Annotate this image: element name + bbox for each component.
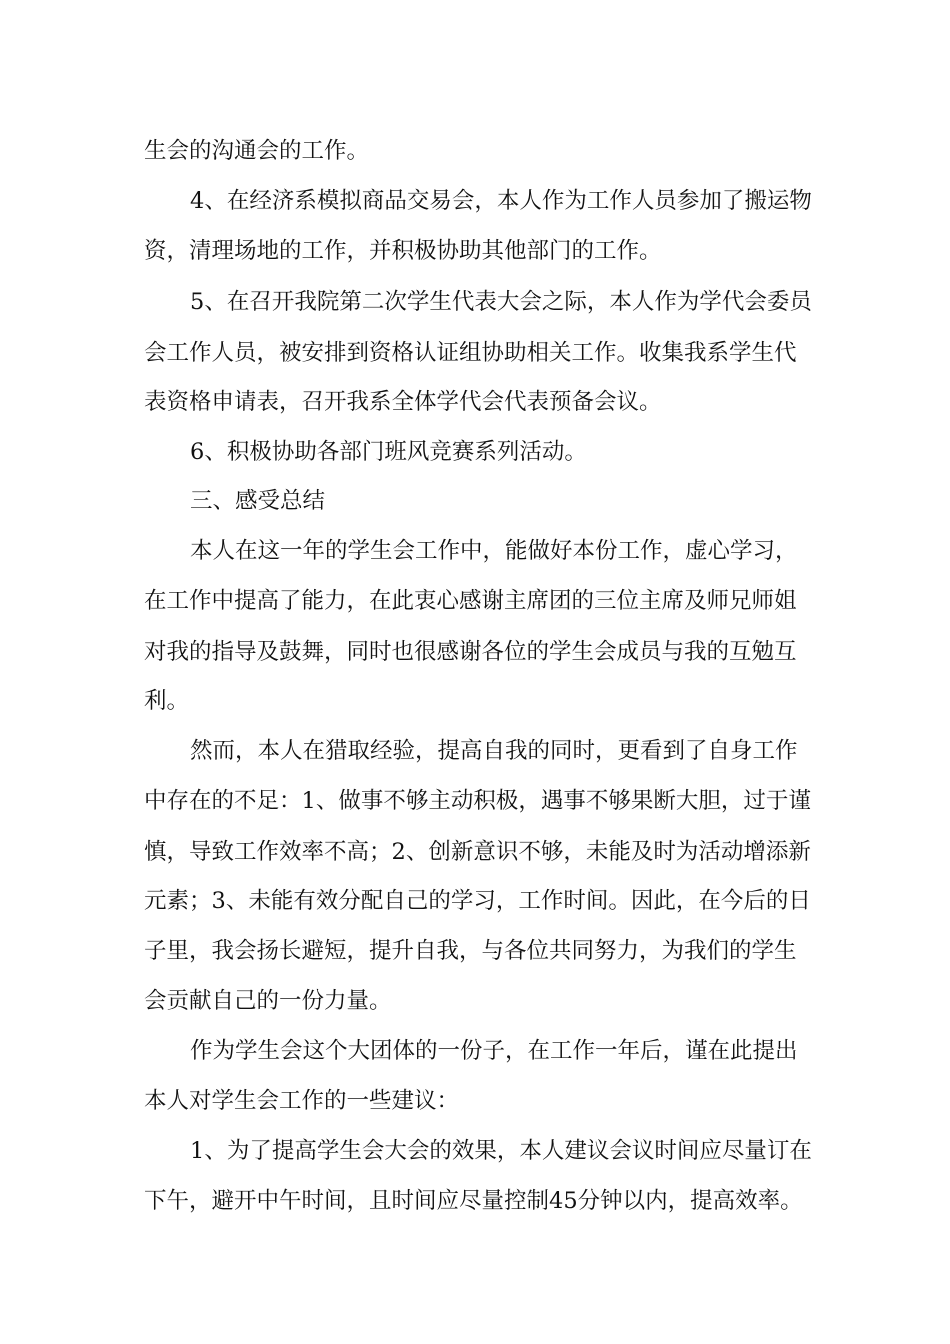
text-line: 然而，本人在猎取经验，提高自我的同时，更看到了自身工作	[190, 738, 798, 764]
text-line: 下午，避开中午时间，且时间应尽量控制45分钟以内，提高效率。	[144, 1188, 803, 1214]
text-line: 元素；3、未能有效分配自己的学习，工作时间。因此，在今后的日	[144, 888, 811, 914]
text-line: 会工作人员，被安排到资格认证组协助相关工作。收集我系学生代	[144, 340, 797, 366]
text-line: 1、为了提高学生会大会的效果，本人建议会议时间应尽量订在	[190, 1138, 812, 1164]
text-line: 5、在召开我院第二次学生代表大会之际，本人作为学代会委员	[190, 289, 812, 315]
text-line: 中存在的不足：1、做事不够主动积极，遇事不够果断大胆，过于谨	[144, 788, 811, 814]
text-line: 利。	[144, 688, 190, 714]
text-line: 对我的指导及鼓舞，同时也很感谢各位的学生会成员与我的互勉互	[144, 639, 797, 665]
text-line: 作为学生会这个大团体的一份子，在工作一年后，谨在此提出	[190, 1038, 798, 1064]
text-line: 慎，导致工作效率不高；2、创新意识不够，未能及时为活动增添新	[144, 839, 811, 865]
text-line: 本人在这一年的学生会工作中，能做好本份工作，虚心学习，	[190, 538, 798, 564]
text-line: 表资格申请表，召开我系全体学代会代表预备会议。	[144, 389, 662, 415]
text-line: 资，清理场地的工作，并积极协助其他部门的工作。	[144, 238, 662, 264]
text-line: 生会的沟通会的工作。	[144, 138, 370, 164]
text-line: 4、在经济系模拟商品交易会，本人作为工作人员参加了搬运物	[190, 188, 812, 214]
section-heading: 三、感受总结	[190, 488, 326, 514]
text-line: 6、积极协助各部门班风竞赛系列活动。	[190, 439, 587, 465]
text-line: 会贡献自己的一份力量。	[144, 988, 392, 1014]
text-line: 在工作中提高了能力，在此衷心感谢主席团的三位主席及师兄师姐	[144, 588, 797, 614]
text-line: 本人对学生会工作的一些建议：	[144, 1088, 460, 1114]
text-line: 子里，我会扬长避短，提升自我，与各位共同努力，为我们的学生	[144, 938, 797, 964]
